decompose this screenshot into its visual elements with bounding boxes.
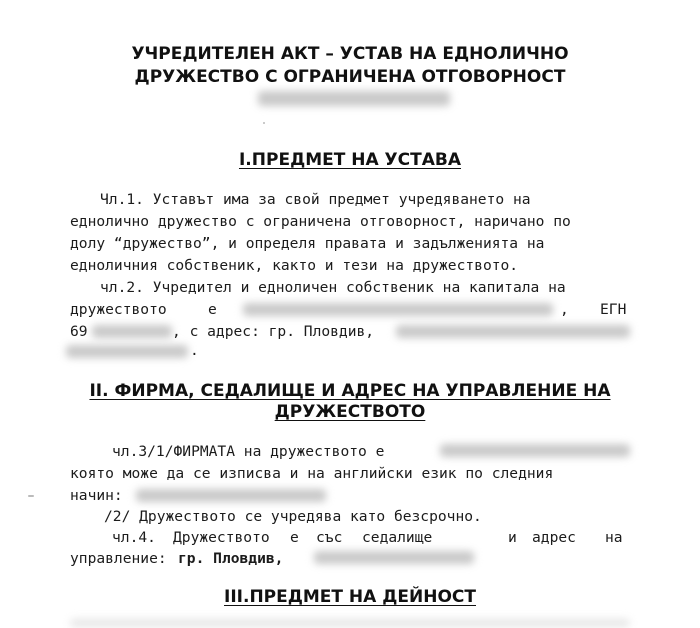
document-title-line-1: УЧРЕДИТЕЛЕН АКТ – УСТАВ НА ЕДНОЛИЧНО	[131, 44, 569, 64]
article-2-line-1: чл.2. Учредител и едноличен собственик на капитала на	[100, 279, 566, 296]
scan-speck	[28, 495, 34, 497]
redacted-company-name	[258, 91, 450, 106]
article-4-word-8: на	[605, 529, 623, 546]
section-heading-3: III.ПРЕДМЕТ НА ДЕЙНОСТ	[224, 587, 476, 607]
article-4-word-7: адрес	[532, 529, 576, 546]
article-2-word-e: е	[208, 301, 217, 318]
redacted-address-1	[396, 325, 630, 338]
article-3-para-2: /2/ Дружеството се учредява като безсрочно.	[104, 508, 482, 525]
redacted-firm-name	[440, 444, 630, 457]
article-1-line-4: едноличния собственик, както и тези на дружеството.	[70, 257, 519, 274]
scan-speck	[263, 122, 265, 124]
redacted-english-firm-name	[136, 489, 326, 502]
article-4-word-5: седалище	[362, 529, 433, 546]
redacted-owner-name	[243, 303, 553, 316]
article-2-comma: ,	[560, 301, 569, 318]
article-4-word-6: и	[508, 529, 517, 546]
document-title-line-2: ДРУЖЕСТВО С ОГРАНИЧЕНА ОТГОВОРНОСТ	[134, 67, 566, 87]
article-4-management-label: управление:	[70, 550, 167, 567]
section-heading-2-line-1: II. ФИРМА, СЕДАЛИЩЕ И АДРЕС НА УПРАВЛЕНИЕ НА	[89, 381, 611, 401]
section-heading-2-line-2: ДРУЖЕСТВОТО	[274, 402, 426, 422]
article-2-egn-label: ЕГН	[600, 301, 627, 318]
article-3-line-1: чл.3/1/ФИРМАТА на дружеството е	[112, 443, 385, 460]
article-2-period: .	[190, 342, 199, 359]
article-3-line-3: начин:	[70, 487, 123, 504]
article-1-line-3: долу “дружество”, и определя правата и задълженията на	[70, 235, 545, 252]
redacted-management-address	[314, 551, 474, 564]
redacted-egn	[92, 325, 172, 338]
article-2-address-label: , с адрес: гр. Пловдив,	[172, 323, 375, 340]
redacted-address-2	[66, 345, 188, 358]
article-1-line-1: Чл.1. Уставът има за свой предмет учредяването на	[100, 191, 531, 208]
article-2-word-druzhestvoto: дружеството	[70, 301, 167, 318]
section-heading-1: I.ПРЕДМЕТ НА УСТАВА	[238, 150, 462, 170]
article-4-word-4: със	[316, 529, 343, 546]
article-2-egn-prefix: 69	[70, 323, 88, 340]
article-3-line-2: която може да се изписва и на английски език по следния	[70, 465, 554, 482]
article-1-line-2: еднолично дружество с ограничена отговорност, наричано по	[70, 213, 571, 230]
article-4-word-2: Дружеството	[173, 529, 270, 546]
article-4-city: гр. Пловдив,	[178, 550, 284, 567]
article-4-word-1: чл.4.	[112, 529, 156, 546]
article-4-word-3: е	[290, 529, 299, 546]
faded-next-line	[70, 619, 630, 627]
